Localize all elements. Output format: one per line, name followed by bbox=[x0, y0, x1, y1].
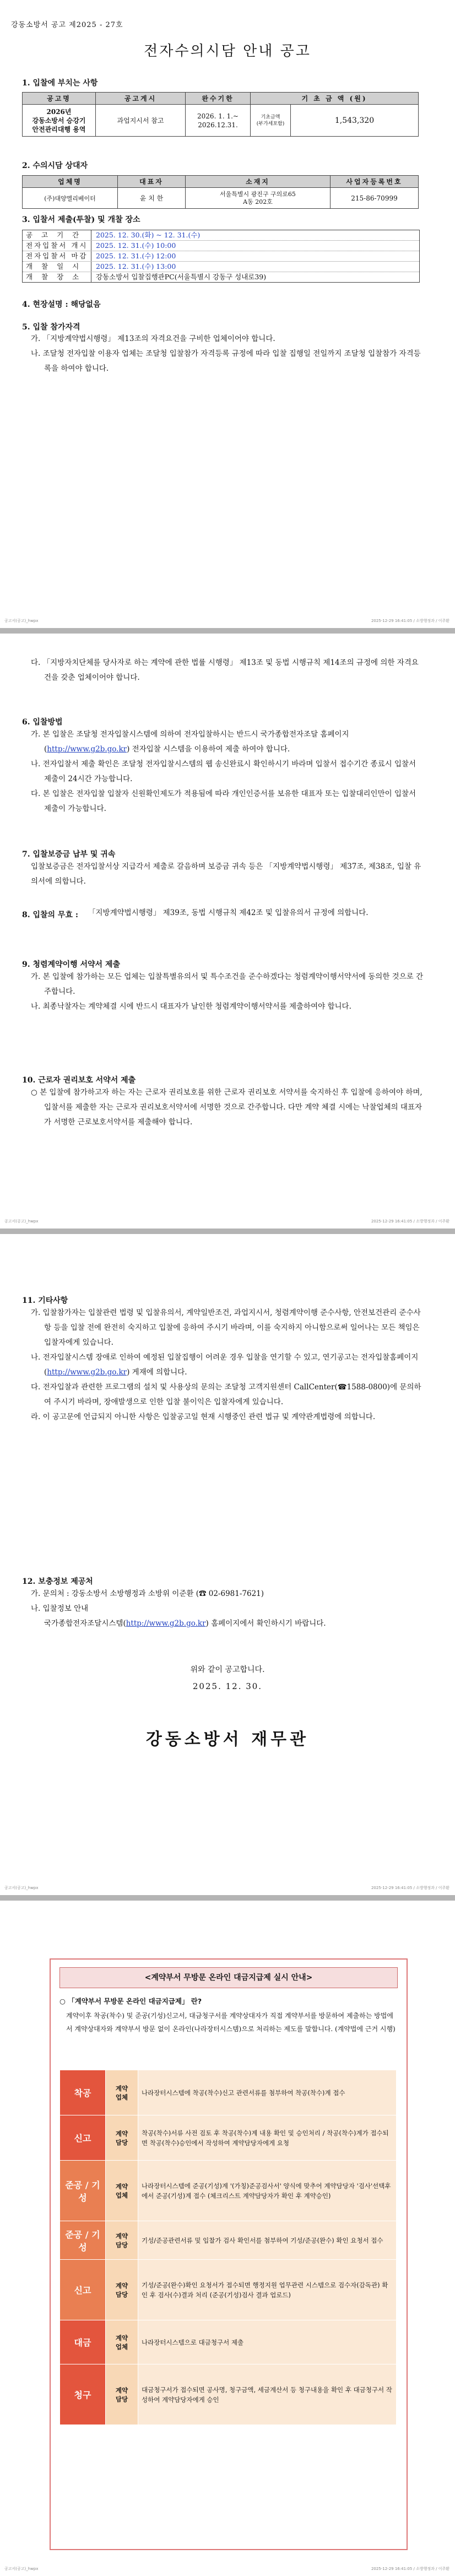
section-2-heading: 2. 수의시담 상대자 bbox=[22, 161, 88, 170]
table-row bbox=[60, 2364, 397, 2425]
paragraph: 다. 「지방자치단체를 당사자로 하는 계약에 관한 법률 시행령」 제13조 및 동법 시행규칙 제14조의 규정에 의한 자격요건을 갖춘 업체이어야 합니다. bbox=[31, 658, 419, 682]
section-6-heading: 6. 입찰방법 bbox=[22, 718, 63, 727]
paragraph: 나. 최종낙찰자는 계약체결 시에 반드시 대표자가 날인한 청렴계약이행서약서를 제출하여야 합니다. bbox=[31, 1002, 351, 1011]
table-header-row bbox=[23, 93, 419, 105]
page-footer bbox=[4, 618, 449, 624]
doc-header: 강동소방서 공고 제2025 - 27호 bbox=[11, 21, 123, 29]
info-description: 계약이후 착공(착수) 및 준공(기성)신고서, 대금청구서를 계약상대자가 직접 계약부서를 방문하여 제출하는 방법에서 계약상대자와 계약부서 방문 없이 온라인(나라장터시스템)으로 처리하는 제도를 말합니다. (계약법에 근거 시행) bbox=[66, 2012, 396, 2033]
schedule-box bbox=[22, 230, 420, 283]
signature: 강동소방서 재무관 bbox=[145, 1730, 310, 1749]
footer-left: 공고서(공고)_hwpx bbox=[4, 2567, 39, 2571]
footer-left: 공고서(공고)_hwpx bbox=[4, 1219, 39, 1224]
text: 국가종합전자조달시스템( bbox=[44, 1619, 126, 1628]
footer-right: 2025-12-29 16:41:05 / 소방행정과 / 이주환 bbox=[371, 619, 449, 623]
notice-date: 2025. 12. 30. bbox=[192, 1681, 263, 1691]
footer-right: 2025-12-29 16:41:05 / 소방행정과 / 이주환 bbox=[371, 1219, 449, 1224]
bid-name-cell: 2026년 강동소방서 승강기 안전관리대행 용역 bbox=[23, 105, 96, 137]
section-9-heading: 9. 청렴계약이행 서약서 제출 bbox=[22, 960, 121, 969]
section-8-body bbox=[88, 906, 424, 921]
page-title: 전자수의시담 안내 공고 bbox=[144, 43, 311, 59]
section-1-heading: 1. 입찰에 부치는 사항 bbox=[22, 79, 98, 88]
paragraph: 나. 입찰정보 안내 bbox=[31, 1604, 89, 1613]
col-header: 완수기한 bbox=[186, 93, 251, 105]
schedule-row bbox=[23, 251, 419, 262]
col-header: 사업자등록번호 bbox=[331, 176, 419, 188]
col-header: 소재지 bbox=[186, 176, 331, 188]
page-footer bbox=[4, 1219, 449, 1224]
col-header: 대표자 bbox=[118, 176, 186, 188]
col-header: 공고게시 bbox=[96, 93, 186, 105]
info-table bbox=[59, 2070, 397, 2425]
paragraph: 가. 「지방계약법시행령」 제13조의 자격요건을 구비한 업체이어야 합니다. bbox=[31, 334, 275, 343]
desc-cell: 착공(착수)서류 사전 검토 후 착공(착수)계 내용 확인 및 승인처리 / 착공(착수)계가 접수되면 착공(착수)승인에서 작성하여 계약담당자에게 요청 bbox=[138, 2115, 397, 2161]
category-cell: 준공 / 기성 bbox=[60, 2161, 106, 2221]
schedule-value: 2025. 12. 31.(수) 13:00 bbox=[96, 262, 176, 270]
page-1 bbox=[0, 0, 455, 628]
info-question: ○ 「계약부서 무방문 온라인 대금지급제」 란? bbox=[59, 1997, 202, 2005]
category-cell: 준공 / 기성 bbox=[60, 2221, 106, 2260]
category-cell: 신고 bbox=[60, 2260, 106, 2320]
desc-cell: 나라장터시스템으로 대금청구서 제출 bbox=[138, 2320, 397, 2364]
text: ) 홈페이지에서 확인하시기 바랍니다. bbox=[205, 1619, 326, 1628]
desc-cell: 나라장터시스템에 준공(기성)계 '(가칭)준공검사서' 양식에 맞추어 계약담당자 '검사'선택후 에서 준공(기성)계 접수 (체크리스트 계약담당자가 확인 후 계약승인) bbox=[138, 2161, 397, 2221]
vendor-rep-cell: 윤 치 한 bbox=[118, 188, 186, 209]
schedule-row bbox=[23, 230, 419, 241]
section-5-cont bbox=[31, 656, 425, 685]
schedule-key: 개 찰 일 시 bbox=[23, 262, 91, 272]
paragraph: 다. 본 입찰은 전자입찰 입찰자 신원확인제도가 적용됨에 따라 개인인증서를 보유한 대표자 또는 입찰대리인만이 입찰서 제출이 가능합니다. bbox=[31, 789, 416, 813]
section-8-heading: 8. 입찰의 무효 : bbox=[22, 911, 79, 919]
role-cell: 계약 업체 bbox=[106, 2320, 138, 2364]
section-12-body bbox=[31, 1587, 425, 1631]
section-5-body bbox=[31, 332, 425, 376]
text: 착공(착수)서류 사전 검토 후 착공(착수)계 내용 확인 및 승인처리 bbox=[142, 2129, 321, 2137]
footer-right: 2025-12-29 16:41:05 / 소방행정과 / 이주환 bbox=[371, 2567, 449, 2571]
category-cell: 착공 bbox=[60, 2070, 106, 2115]
text: 가. 본 입찰은 조달청 전자입찰시스템에 의하여 전자입찰하시는 반드시 국가종합전자조달 홈페이지( bbox=[31, 730, 349, 754]
role-cell: 계약 담당 bbox=[106, 2221, 138, 2260]
paragraph bbox=[31, 1350, 425, 1380]
section-11-body bbox=[31, 1306, 425, 1425]
bid-period-cell: 2026. 1. 1.~ 2026.12.31. bbox=[186, 105, 251, 137]
role-cell: 계약 담당 bbox=[106, 2260, 138, 2320]
info-title: <계약부서 무방문 온라인 대금지급제 실시 안내> bbox=[59, 1967, 398, 1988]
paragraph: 입찰보증금은 전자입찰서상 지급각서 제출로 갈음하며 보증금 귀속 등은 「지방계약법시행령」 제37조, 제38조, 입찰 유의서에 의합니다. bbox=[31, 862, 421, 886]
section-11-heading: 11. 기타사항 bbox=[22, 1296, 68, 1305]
table-row bbox=[60, 2320, 397, 2364]
paragraph bbox=[31, 727, 425, 757]
basis-amount-cell: 1,543,320 bbox=[291, 105, 419, 137]
g2b-link[interactable]: http://www.g2b.go.kr bbox=[47, 1368, 127, 1377]
col-header: 기 초 금 액 (원) bbox=[251, 93, 419, 105]
role-cell: 계약 업체 bbox=[106, 2070, 138, 2115]
table-row bbox=[23, 105, 419, 137]
col-header: 업체명 bbox=[23, 176, 118, 188]
schedule-row bbox=[23, 272, 419, 282]
paragraph: 「지방계약법시행령」 제39조, 동법 시행규칙 제42조 및 입찰유의서 규정에 의합니다. bbox=[88, 908, 369, 917]
paragraph: 가. 입찰참가자는 입찰관련 법령 및 입찰유의서, 계약일반조건, 과업지시서, 청렴계약이행 준수사항, 안전보건관리 준수사항 등을 입찰 전에 완전히 숙지하고 입찰에 응하여 주시기 바라며, 이를 숙지하지 아니함으로써 일어나는 모든 책임은 입찰자에게 있습니다. bbox=[31, 1308, 421, 1347]
desc-cell: 나라장터시스템에 착공(착수)신고 관련서류를 첨부하여 착공(착수)계 접수 bbox=[138, 2070, 397, 2115]
section-7-heading: 7. 입찰보증금 납부 및 귀속 bbox=[22, 850, 116, 859]
section-10-body bbox=[31, 1085, 425, 1130]
table-row bbox=[60, 2070, 397, 2115]
section-6-body bbox=[31, 727, 425, 816]
schedule-row bbox=[23, 262, 419, 272]
g2b-link[interactable]: http://www.g2b.go.kr bbox=[126, 1619, 206, 1628]
section-3-heading: 3. 입찰서 제출(투찰) 및 개찰 장소 bbox=[22, 215, 140, 224]
vendor-addr-cell: 서울특별시 광진구 구의로65 A동 202호 bbox=[186, 188, 331, 209]
basis-label-cell: 기초금액 (부가세포함) bbox=[251, 105, 291, 137]
text: 착공(착수)계가 접수되면 착공(착수)승인에서 작성하여 계약담당자에게 요청 bbox=[142, 2129, 389, 2147]
text: ) 게재에 의합니다. bbox=[127, 1368, 187, 1377]
vendor-table bbox=[22, 175, 419, 209]
schedule-key: 전자입찰서 개시 bbox=[23, 241, 91, 251]
table-row bbox=[23, 188, 419, 209]
paragraph: 가. 문의처 : 강동소방서 소방행정과 소방위 이준환 (☎ 02-6981-7621) bbox=[31, 1589, 264, 1598]
paragraph bbox=[31, 1616, 425, 1631]
schedule-value: 2025. 12. 31.(수) 12:00 bbox=[96, 252, 176, 260]
paragraph: 다. 전자입찰과 관련한 프로그램의 설치 및 사용상의 문의는 조달청 고객지원센터 CallCenter(☎1588-0800)에 문의하여 주시기 바라며, 장애발생으로 인한 입찰 불이익은 입찰자에게 있습니다. bbox=[31, 1383, 421, 1406]
table-header-row bbox=[23, 176, 419, 188]
g2b-link[interactable]: http://www.g2b.go.kr bbox=[47, 745, 127, 754]
desc-cell: 기성/준공(완수)확인 요청서가 접수되면 행정지원 업무관련 시스템으로 검수자(감독관) 확인 후 검사(수)결과 처리 (준공(기성)검사 결과 업로드) bbox=[138, 2260, 397, 2320]
payment-info-box bbox=[50, 1958, 408, 2550]
table-row bbox=[60, 2115, 397, 2161]
schedule-key: 공 고 기 간 bbox=[23, 230, 91, 240]
schedule-key: 개 찰 장 소 bbox=[23, 272, 91, 282]
schedule-value: 2025. 12. 30.(화) ~ 12. 31.(수) bbox=[96, 231, 201, 239]
page-footer bbox=[4, 1885, 449, 1891]
col-header: 공고명 bbox=[23, 93, 96, 105]
table-row bbox=[60, 2161, 397, 2221]
paragraph: 라. 이 공고문에 언급되지 아니한 사항은 입찰공고일 현재 시행중인 관련 법규 및 계약관계법령에 의합니다. bbox=[31, 1413, 376, 1421]
paragraph: 나. 조달청 전자입찰 이용자 업체는 조달청 입찰참가 자격등록 규정에 따라 입찰 집행일 전일까지 조달청 입찰참가 자격등록을 하여야 합니다. bbox=[31, 349, 421, 373]
page-3 bbox=[0, 1234, 455, 1895]
footer-left: 공고서(공고)_hwpx bbox=[4, 619, 39, 623]
schedule-value: 강동소방서 입찰집행관PC(서울특별시 강동구 성내로39) bbox=[96, 273, 267, 281]
paragraph: 나. 전자입찰서 제출 확인은 조달청 전자입찰시스템의 웹 송신완료시 확인하시기 바라며 입찰서 접수기간 종료시 입찰서 제출이 24시간 가능합니다. bbox=[31, 760, 416, 783]
vendor-reg-cell: 215-86-70999 bbox=[331, 188, 419, 209]
bid-table bbox=[22, 92, 419, 137]
vendor-name-cell: (주)대양엘리베이터 bbox=[23, 188, 118, 209]
page-footer bbox=[4, 2566, 449, 2572]
section-7-body bbox=[31, 859, 425, 889]
role-cell: 계약 업체 bbox=[106, 2161, 138, 2221]
category-cell: 대금 bbox=[60, 2320, 106, 2364]
footer-right: 2025-12-29 16:41:05 / 소방행정과 / 이주환 bbox=[371, 1886, 449, 1890]
table-row bbox=[60, 2260, 397, 2320]
role-cell: 계약 담당 bbox=[106, 2364, 138, 2425]
paragraph: ○ 본 입찰에 참가하고자 하는 자는 근로자 권리보호를 위한 근로자 권리보호 서약서를 숙지하신 후 입찰에 응하여야 하며, 입찰서를 제출한 자는 근로자 권리보호서약서에 서명한 것으로 간주합니다. 다만 계약 체결 시에는 낙찰업체의 대표자가 서명한 근로보호서약서를 제출해야 합니다. bbox=[31, 1088, 422, 1127]
category-cell: 청구 bbox=[60, 2364, 106, 2425]
schedule-key: 전자입찰서 마감 bbox=[23, 251, 91, 261]
section-4-heading: 4. 현장설명 : 해당없음 bbox=[22, 300, 101, 309]
section-5-heading: 5. 입찰 참가자격 bbox=[22, 323, 80, 332]
desc-cell: 기성/준공관련서류 및 입찰가 검사 확인서를 첨부하여 기성/준공(완수) 확인 요청서 접수 bbox=[138, 2221, 397, 2260]
paragraph: 가. 본 입찰에 참가하는 모든 업체는 입찰특별유의서 및 특수조건을 준수하겠다는 청렴계약이행서약서에 동의한 것으로 간주합니다. bbox=[31, 972, 424, 996]
section-12-heading: 12. 보충정보 제공처 bbox=[22, 1577, 93, 1586]
text: ) 전자입찰 시스템을 이용하여 제출 하여야 합니다. bbox=[127, 745, 290, 754]
closing-text: 위와 같이 공고합니다. bbox=[190, 1665, 265, 1674]
bid-post-cell: 과업지시서 참고 bbox=[96, 105, 186, 137]
schedule-value: 2025. 12. 31.(수) 10:00 bbox=[96, 241, 176, 250]
section-9-body bbox=[31, 970, 425, 1014]
text: 나. 전자입찰시스템 장애로 인하여 예정된 입찰집행이 어려운 경우 입찰을 연기할 수 있고, 연기공고는 전자입찰홈페이지( bbox=[31, 1353, 419, 1377]
schedule-row bbox=[23, 241, 419, 251]
category-cell: 신고 bbox=[60, 2115, 106, 2161]
footer-left: 공고서(공고)_hwpx bbox=[4, 1886, 39, 1890]
page-2 bbox=[0, 634, 455, 1229]
role-cell: 계약 담당 bbox=[106, 2115, 138, 2161]
table-row bbox=[60, 2221, 397, 2260]
desc-cell: 대금청구서가 접수되면 공사명, 청구금액, 세금계산서 등 청구내용을 확인 후 대금청구서 작성하여 계약담당자에게 승인 bbox=[138, 2364, 397, 2425]
section-10-heading: 10. 근로자 권리보호 서약서 제출 bbox=[22, 1076, 136, 1085]
